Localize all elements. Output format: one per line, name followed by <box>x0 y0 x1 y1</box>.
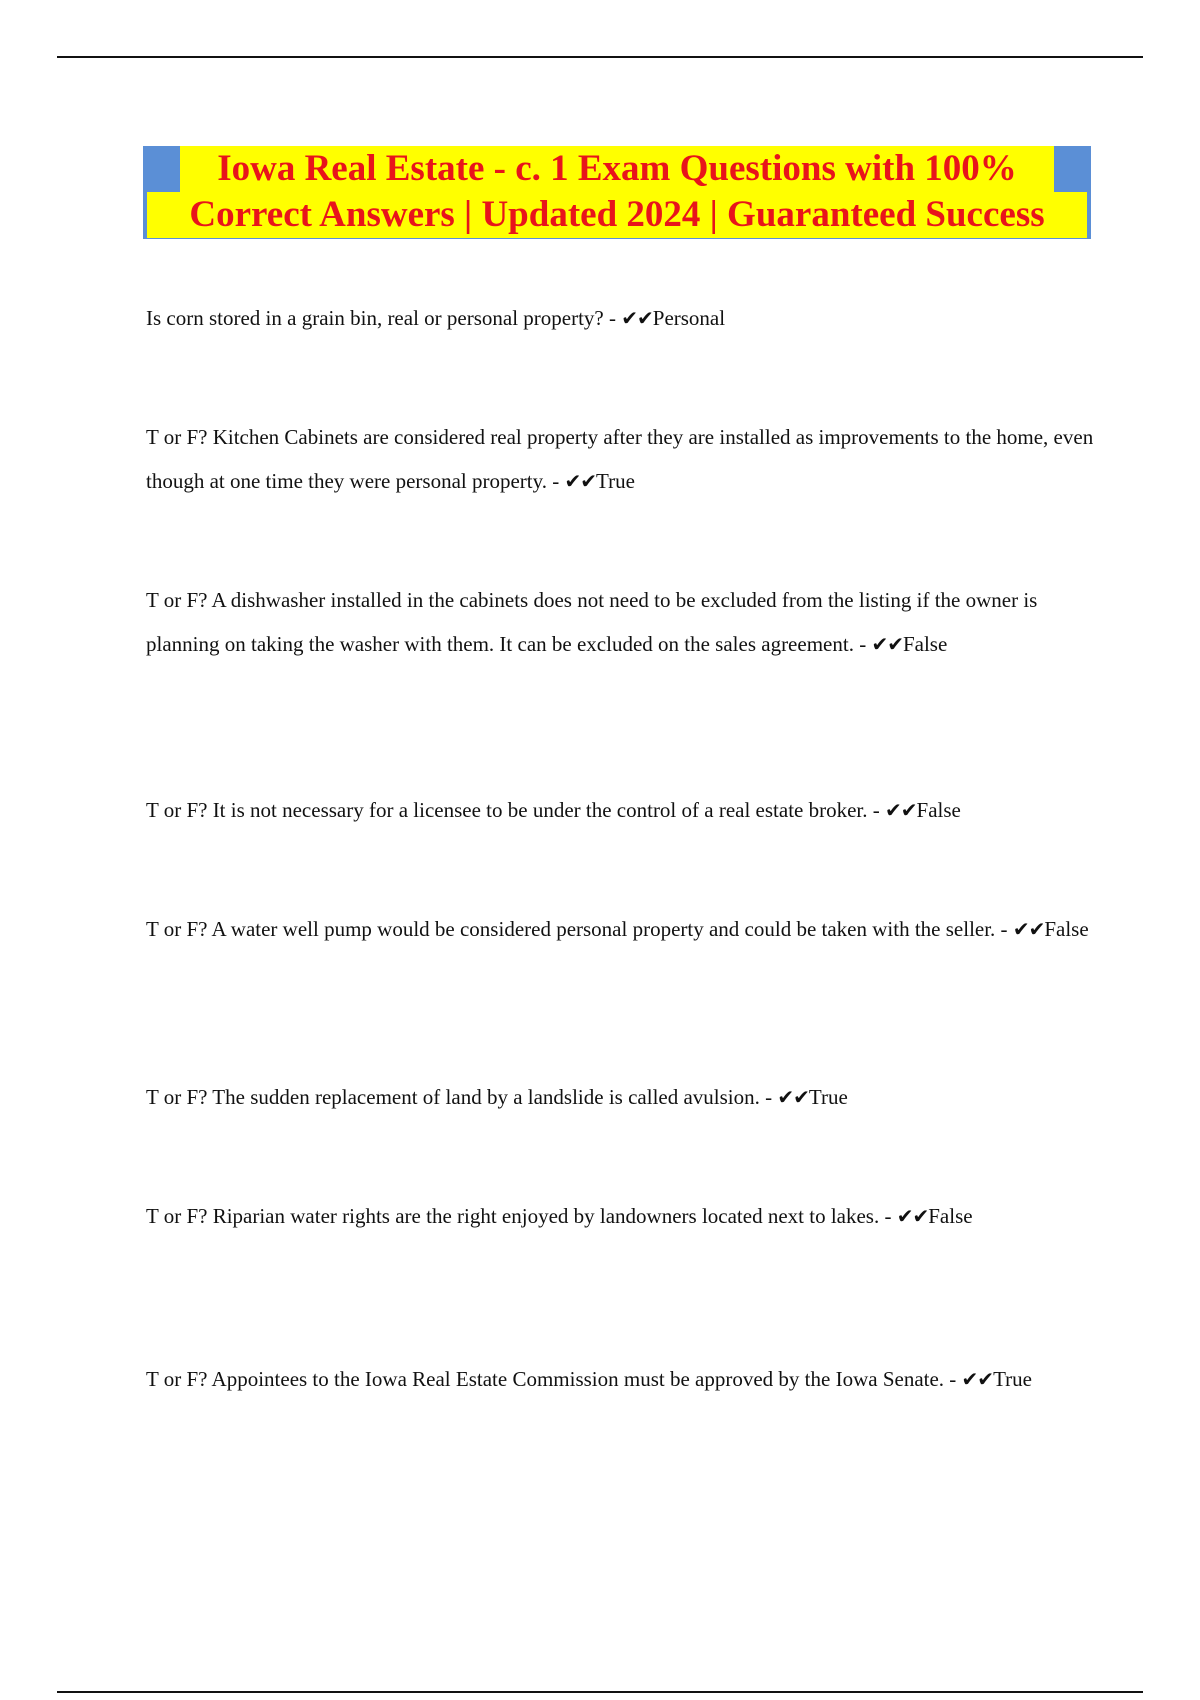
answer-text: True <box>596 469 635 493</box>
question-text: T or F? A dishwasher installed in the cabinets does not need to be excluded from the listing if the owner is planning on taking the washer with them. It can be excluded on the sales agreement. - <box>146 588 1038 656</box>
qa-item-1 <box>146 296 1096 340</box>
header-rule <box>57 56 1143 58</box>
double-check-icon: ✔✔ <box>961 1367 994 1391</box>
qa-item-3 <box>146 578 1096 666</box>
question-text: T or F? Appointees to the Iowa Real Estate Commission must be approved by the Iowa Senate. - <box>146 1367 962 1391</box>
double-check-icon: ✔✔ <box>777 1085 809 1109</box>
double-check-icon: ✔✔ <box>896 1204 929 1228</box>
question-text: Is corn stored in a grain bin, real or personal property? - <box>146 306 622 330</box>
answer-text: False <box>916 798 961 822</box>
answer-text: True <box>808 1085 848 1109</box>
question-text: T or F? Riparian water rights are the right enjoyed by landowners located next to lakes. - <box>146 1204 897 1228</box>
double-check-icon: ✔✔ <box>871 632 903 656</box>
qa-item-5 <box>146 907 1096 951</box>
question-text: T or F? The sudden replacement of land by a landslide is called avulsion. - <box>146 1085 778 1109</box>
double-check-icon: ✔✔ <box>564 469 597 493</box>
qa-item-4 <box>146 788 1096 832</box>
answer-text: False <box>902 632 948 656</box>
qa-item-8 <box>146 1357 1096 1401</box>
qa-item-2 <box>146 415 1096 503</box>
qa-item-7 <box>146 1194 1096 1238</box>
title-line-1: Iowa Real Estate - c. 1 Exam Questions with 100% <box>180 146 1054 192</box>
double-check-icon: ✔✔ <box>1012 917 1045 941</box>
qa-item-6 <box>146 1075 1096 1119</box>
document-title <box>143 146 1091 239</box>
question-text: T or F? It is not necessary for a licensee to be under the control of a real estate broker. - <box>146 798 885 822</box>
answer-text: False <box>928 1204 973 1228</box>
double-check-icon: ✔✔ <box>885 798 917 822</box>
double-check-icon: ✔✔ <box>621 306 653 330</box>
question-text: T or F? A water well pump would be considered personal property and could be taken with the seller. - <box>146 917 1013 941</box>
footer-rule <box>57 1691 1143 1693</box>
question-text: T or F? Kitchen Cabinets are considered real property after they are installed as improvements to the home, even though at one time they were personal property. - <box>146 425 1094 493</box>
title-line-2: Correct Answers | Updated 2024 | Guaranteed Success <box>147 192 1087 238</box>
answer-text: True <box>993 1367 1032 1391</box>
answer-text: False <box>1044 917 1089 941</box>
answer-text: Personal <box>652 306 726 330</box>
